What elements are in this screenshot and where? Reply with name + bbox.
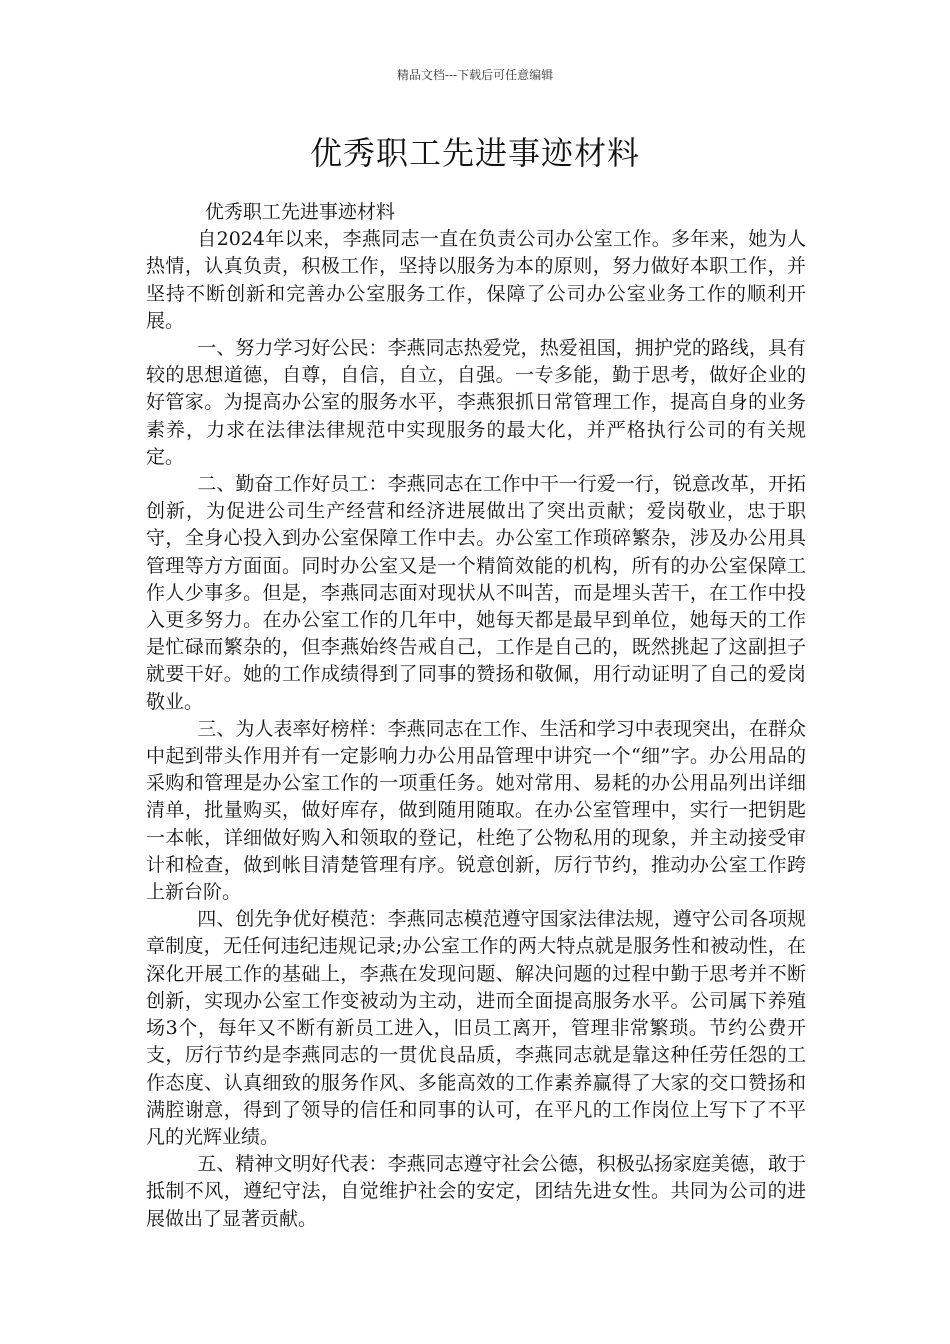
- section-1-paragraph: 一、努力学习好公民：李燕同志热爱党，热爱祖国，拥护党的路线，具有较的思想道德，自尊，自信，自立，自强。一专多能，勤于思考，做好企业的好管家。为提高办公室的服务水平，李燕狠抓日常管理工作，提高自身的业务素养，力求在法律法律规范中实现服务的最大化，并严格执行公司的有关规定。: [146, 337, 806, 468]
- header-note: 精品文档---下载后可任意编辑: [396, 68, 554, 82]
- document-title: 优秀职工先进事迹材料: [309, 134, 640, 172]
- document-body: [146, 199, 806, 1233]
- body-subtitle: 优秀职工先进事迹材料: [204, 201, 395, 223]
- section-5-paragraph: 五、精神文明好代表：李燕同志遵守社会公德，积极弘扬家庭美德，敢于抵制不风，遵纪守法，自觉维护社会的安定，团结先进女性。共同为公司的进展做出了显著贡献。: [146, 1153, 806, 1230]
- section-3-paragraph: 三、为人表率好榜样：李燕同志在工作、生活和学习中表现突出，在群众中起到带头作用并有一定影响力办公用品管理中讲究一个“细”字。办公用品的采购和管理是办公室工作的一项重任务。她对常用、易耗的办公用品列出详细清单，批量购买，做好库存，做到随用随取。在办公室管理中，实行一把钥匙一本帐，详细做好购入和领取的登记，杜绝了公物私用的现象，并主动接受审计和检查，做到帐目清楚管理有序。锐意创新，厉行节约，推动办公室工作跨上新台阶。: [146, 717, 806, 904]
- section-2-paragraph: 二、勤奋工作好员工：李燕同志在工作中干一行爱一行，锐意改革，开拓创新，为促进公司生产经营和经济进展做出了突出贡献；爱岗敬业，忠于职守，全身心投入到办公室保障工作中去。办公室工作琐碎繁杂，涉及办公用具管理等方方面面。同时办公室又是一个精简效能的机构，所有的办公室保障工作人少事多。但是，李燕同志面对现状从不叫苦，而是埋头苦干，在工作中投入更多努力。在办公室工作的几年中，她每天都是最早到单位，她每天的工作是忙碌而繁杂的，但李燕始终告戒自己，工作是自己的，既然挑起了这副担子就要干好。她的工作成绩得到了同事的赞扬和敬佩，用行动证明了自己的爱岗敬业。: [146, 473, 806, 713]
- intro-paragraph: 自2024年以来，李燕同志一直在负责公司办公室工作。多年来，她为人热情，认真负责，积极工作，坚持以服务为本的原则，努力做好本职工作，并坚持不断创新和完善办公室服务工作，保障了公司办公室业务工作的顺利开展。: [146, 228, 806, 332]
- section-4-paragraph: 四、创先争优好模范：李燕同志模范遵守国家法律法规，遵守公司各项规章制度，无任何违纪违规记录;办公室工作的两大特点就是服务性和被动性，在深化开展工作的基础上，李燕在发现问题、解决问题的过程中勤于思考并不断创新，实现办公室工作变被动为主动，进而全面提高服务水平。公司属下养殖场3个，每年又不断有新员工进入，旧员工离开，管理非常繁琐。节约公费开支，厉行节约是李燕同志的一贯优良品质，李燕同志就是靠这种任劳任怨的工作态度、认真细致的服务作风、多能高效的工作素养赢得了大家的交口赞扬和满腔谢意，得到了领导的信任和同事的认可，在平凡的工作岗位上写下了不平凡的光辉业绩。: [146, 908, 806, 1148]
